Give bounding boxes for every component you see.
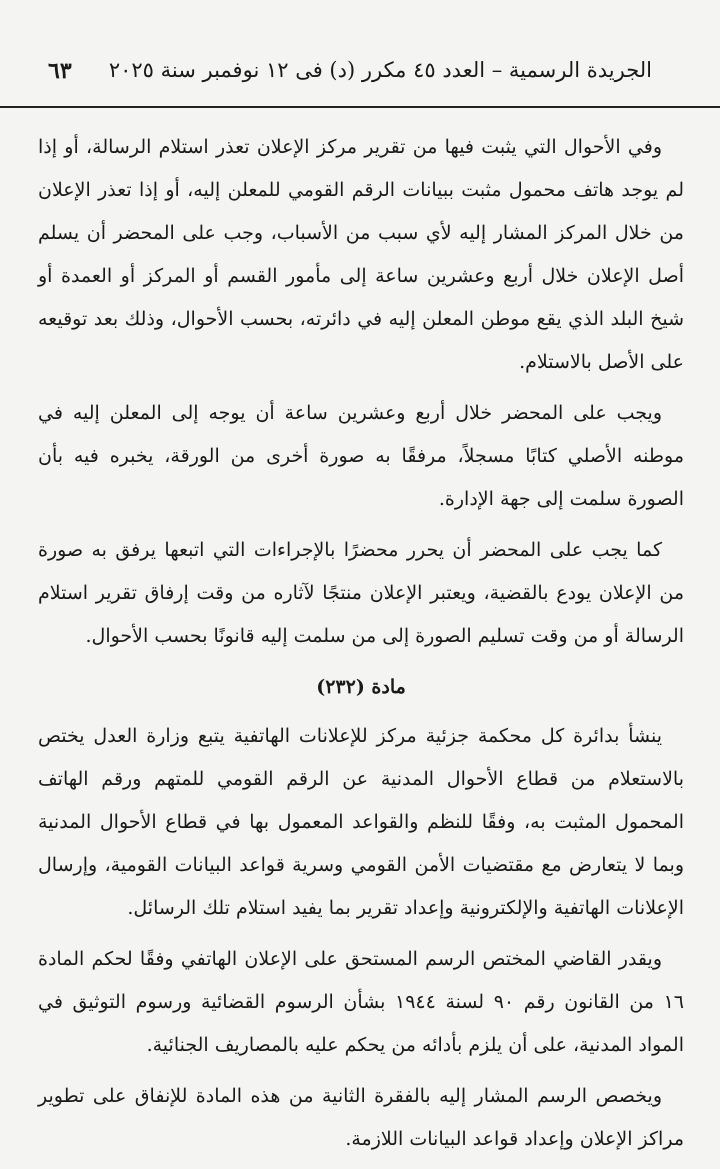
gazette-header-title: الجريدة الرسمية – العدد ٤٥ مكرر (د) فى ١٢ نوفمبر سنة ٢٠٢٥ bbox=[108, 58, 652, 82]
paragraph-failed-delivery: وفي الأحوال التي يثبت فيها من تقرير مركز الإعلان تعذر استلام الرسالة، أو إذا لم يوجد هاتف محمول مثبت ببيانات الرقم القومي للمعلن إليه، أو إذا تعذر الإعلان من خلال المركز المشار إليه لأي سبب من الأسباب، وجب على المحضر أن يسلم أصل الإعلان خلال أربع وعشرين ساعة إلى مأمور القسم أو المركز أو العمدة أو شيخ البلد الذي يقع موطن المعلن إليه في دائرته، بحسب الأحوال، وذلك بعد توقيعه على الأصل بالاستلام. bbox=[38, 136, 684, 373]
document-body bbox=[38, 126, 684, 1169]
paragraph-registered-letter: ويجب على المحضر خلال أربع وعشرين ساعة أن يوجه إلى المعلن إليه في موطنه الأصلي كتابًا مسجلاً، مرفقًا به صورة أخرى من الورقة، يخبره فيه بأن الصورة سلمت إلى جهة الإدارة. bbox=[38, 402, 684, 510]
paragraph-procedure-record: كما يجب على المحضر أن يحرر محضرًا بالإجراءات التي اتبعها يرفق به صورة من الإعلان يودع بالقضية، ويعتبر الإعلان منتجًا لآثاره من وقت إرفاق تقرير استلام الرسالة أو من وقت تسليم الصورة إلى من سلمت إليه قانونًا بحسب الأحوال. bbox=[38, 539, 684, 647]
page-header bbox=[40, 0, 684, 104]
header-divider bbox=[0, 106, 720, 108]
paragraph-fee-assessment: ويقدر القاضي المختص الرسم المستحق على الإعلان الهاتفي وفقًا لحكم المادة ١٦ من القانون رقم ٩٠ لسنة ١٩٤٤ بشأن الرسوم القضائية ورسوم التوثيق في المواد المدنية، على أن يلزم بأدائه من يحكم عليه بالمصاريف الجنائية. bbox=[38, 948, 684, 1056]
paragraph-phone-notification-center: ينشأ بدائرة كل محكمة جزئية مركز للإعلانات الهاتفية يتبع وزارة العدل يختص بالاستعلام من قطاع الأحوال المدنية عن الرقم القومي للمتهم ورقم الهاتف المحمول المثبت به، وفقًا للنظم والقواعد المعمول بها في قطاع الأحوال المدنية وبما لا يتعارض مع مقتضيات الأمن القومي وسرية قواعد البيانات القومية، وإرسال الإعلانات الهاتفية والإلكترونية وإعداد تقرير بما يفيد استلام تلك الرسائل. bbox=[38, 725, 684, 919]
page-number: ٦٣ bbox=[48, 58, 72, 84]
article-heading: مادة (٢٣٢) bbox=[316, 676, 406, 698]
paragraph-fee-allocation: ويخصص الرسم المشار إليه بالفقرة الثانية من هذه المادة للإنفاق على تطوير مراكز الإعلان وإعداد قواعد البيانات اللازمة. bbox=[38, 1085, 684, 1150]
